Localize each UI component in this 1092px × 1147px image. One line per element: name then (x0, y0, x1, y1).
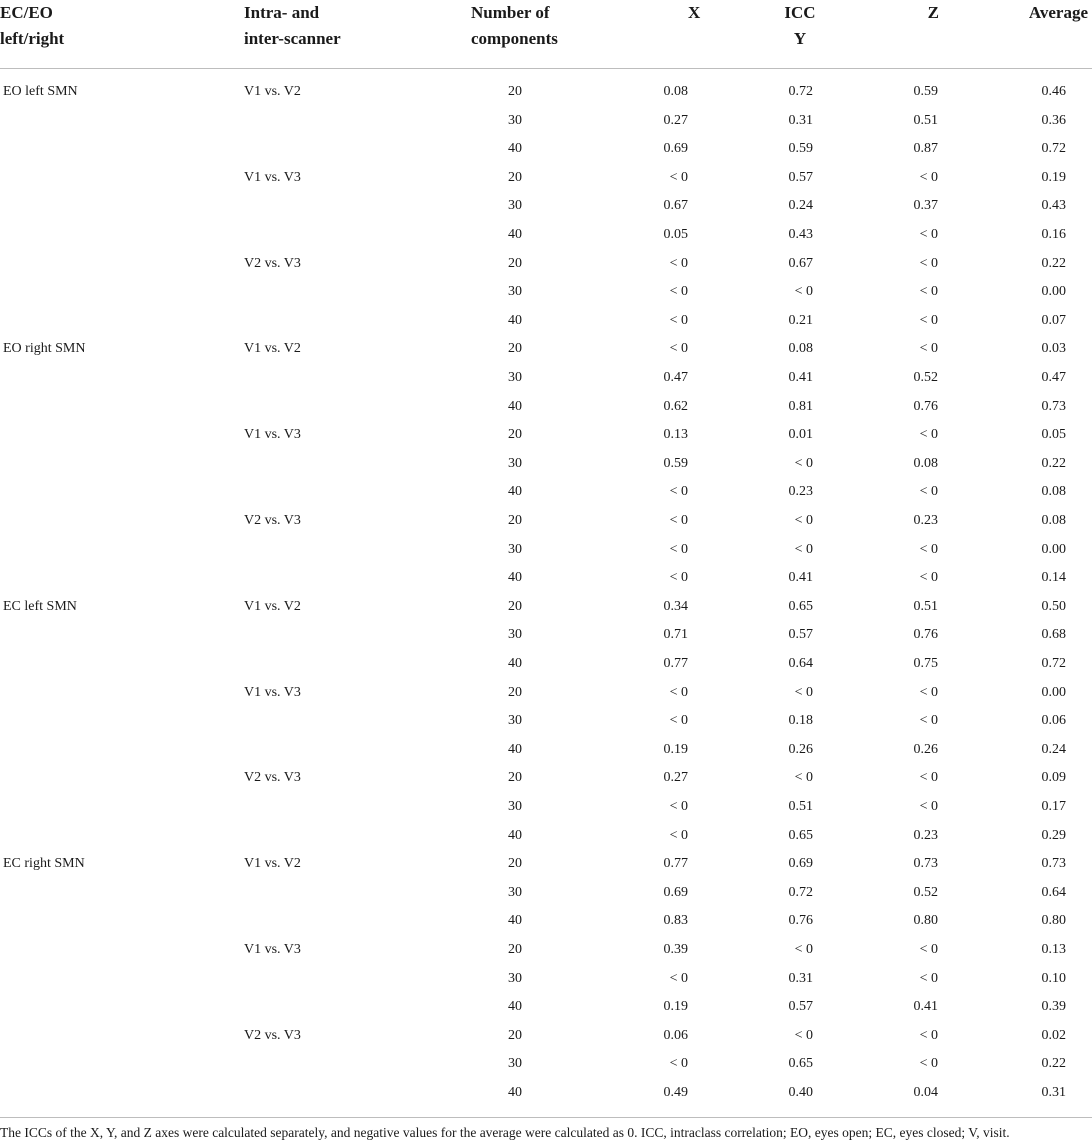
cell-scanner: V1 vs. V2 (244, 856, 301, 872)
cell-x: < 0 (669, 713, 688, 729)
cell-y: 0.18 (788, 713, 813, 729)
cell-y: < 0 (794, 684, 813, 700)
cell-z: < 0 (919, 570, 938, 586)
cell-z: < 0 (919, 169, 938, 185)
cell-x: 0.69 (663, 141, 688, 157)
cell-avg: 0.72 (1041, 141, 1066, 157)
cell-scanner: V1 vs. V2 (244, 84, 301, 99)
table-row (0, 793, 1092, 822)
cell-y: < 0 (794, 942, 813, 957)
table-header (0, 0, 1092, 68)
cell-n: 40 (508, 398, 522, 414)
cell-avg: 0.72 (1041, 656, 1066, 671)
header-icc: ICC (784, 3, 816, 22)
cell-n: 30 (508, 884, 522, 900)
cell-y: < 0 (794, 284, 813, 300)
cell-scanner: V2 vs. V3 (244, 770, 301, 786)
cell-z: < 0 (919, 541, 938, 557)
table-row (0, 1079, 1092, 1108)
cell-y: 0.64 (788, 656, 813, 671)
cell-avg: 0.19 (1041, 169, 1066, 185)
cell-z: 0.80 (913, 913, 938, 929)
cell-y: 0.76 (788, 913, 813, 929)
cell-y: 0.72 (788, 84, 813, 99)
cell-n: 30 (508, 541, 522, 557)
cell-y: 0.72 (788, 884, 813, 900)
cell-avg: 0.22 (1041, 255, 1066, 271)
cell-n: 40 (508, 312, 522, 328)
cell-z: 0.52 (913, 884, 938, 900)
cell-y: 0.41 (788, 570, 813, 586)
cell-x: < 0 (669, 169, 688, 185)
cell-group: EC left SMN (3, 598, 77, 614)
cell-z: 0.59 (913, 84, 938, 99)
cell-y: 0.26 (788, 741, 813, 757)
cell-avg: 0.02 (1041, 1027, 1066, 1043)
table-row (0, 536, 1092, 565)
cell-y: 0.31 (788, 970, 813, 986)
cell-z: 0.52 (913, 370, 938, 385)
header-group-line2: left/right (0, 29, 65, 48)
header-group (0, 0, 64, 52)
cell-y: 0.01 (788, 427, 813, 443)
cell-n: 40 (508, 656, 522, 671)
cell-y: 0.24 (788, 198, 813, 214)
cell-avg: 0.00 (1041, 541, 1066, 557)
cell-y: 0.65 (788, 598, 813, 614)
cell-scanner: V2 vs. V3 (244, 513, 301, 528)
cell-y: 0.57 (788, 169, 813, 185)
cell-x: 0.77 (663, 656, 688, 671)
cell-n: 20 (508, 427, 522, 443)
cell-z: < 0 (919, 255, 938, 271)
cell-z: < 0 (919, 942, 938, 957)
cell-avg: 0.68 (1041, 627, 1066, 643)
cell-avg: 0.47 (1041, 370, 1066, 385)
cell-scanner: V1 vs. V3 (244, 169, 301, 185)
cell-z: < 0 (919, 312, 938, 328)
cell-n: 40 (508, 227, 522, 242)
header-components-line2: components (471, 29, 558, 48)
cell-n: 40 (508, 741, 522, 757)
cell-x: 0.39 (663, 942, 688, 957)
cell-avg: 0.10 (1041, 970, 1066, 986)
cell-x: < 0 (669, 341, 688, 357)
cell-z: 0.76 (913, 627, 938, 643)
cell-n: 30 (508, 627, 522, 643)
cell-n: 20 (508, 684, 522, 700)
header-average: Average (1028, 3, 1088, 22)
cell-n: 30 (508, 284, 522, 300)
cell-avg: 0.08 (1041, 484, 1066, 500)
cell-z: < 0 (919, 770, 938, 786)
header-y: Y (793, 29, 807, 48)
cell-y: 0.81 (788, 398, 813, 414)
header-scanner (244, 0, 341, 52)
cell-z: 0.37 (913, 198, 938, 214)
cell-n: 20 (508, 255, 522, 271)
cell-scanner: V1 vs. V2 (244, 598, 301, 614)
cell-x: 0.34 (663, 598, 688, 614)
table-row (0, 679, 1092, 708)
cell-avg: 0.43 (1041, 198, 1066, 214)
cell-n: 30 (508, 1056, 522, 1072)
cell-scanner: V1 vs. V3 (244, 942, 301, 957)
cell-y: < 0 (794, 541, 813, 557)
bottom-rule (0, 1117, 1092, 1118)
cell-x: 0.05 (663, 227, 688, 242)
cell-x: < 0 (669, 284, 688, 300)
cell-n: 30 (508, 455, 522, 471)
cell-x: 0.83 (663, 913, 688, 929)
cell-avg: 0.08 (1041, 513, 1066, 528)
cell-z: 0.08 (913, 455, 938, 471)
cell-y: 0.40 (788, 1085, 813, 1100)
table-row (0, 621, 1092, 650)
cell-z: < 0 (919, 1027, 938, 1043)
cell-n: 30 (508, 112, 522, 128)
cell-avg: 0.36 (1041, 112, 1066, 128)
cell-z: 0.23 (913, 513, 938, 528)
cell-y: 0.41 (788, 370, 813, 385)
cell-n: 20 (508, 341, 522, 357)
cell-avg: 0.00 (1041, 284, 1066, 300)
table-row (0, 507, 1092, 536)
cell-z: 0.75 (913, 656, 938, 671)
table-row (0, 450, 1092, 479)
cell-n: 20 (508, 84, 522, 99)
table-row (0, 879, 1092, 908)
table-row (0, 250, 1092, 279)
cell-n: 20 (508, 169, 522, 185)
cell-avg: 0.24 (1041, 741, 1066, 757)
cell-n: 20 (508, 942, 522, 957)
cell-x: 0.59 (663, 455, 688, 471)
header-group-line1: EC/EO (0, 3, 53, 22)
header-components (471, 0, 558, 52)
cell-avg: 0.73 (1041, 398, 1066, 414)
cell-y: < 0 (794, 513, 813, 528)
cell-scanner: V2 vs. V3 (244, 255, 301, 271)
cell-avg: 0.46 (1041, 84, 1066, 99)
table-row (0, 164, 1092, 193)
table-row (0, 478, 1092, 507)
table-row (0, 993, 1092, 1022)
header-scanner-line1: Intra- and (244, 3, 320, 22)
cell-scanner: V1 vs. V3 (244, 427, 301, 443)
cell-y: < 0 (794, 455, 813, 471)
cell-z: 0.04 (913, 1085, 938, 1100)
cell-group: EC right SMN (3, 856, 85, 872)
cell-x: < 0 (669, 1056, 688, 1072)
cell-avg: 0.22 (1041, 455, 1066, 471)
cell-x: 0.27 (663, 112, 688, 128)
table-row (0, 192, 1092, 221)
cell-y: 0.31 (788, 112, 813, 128)
cell-x: < 0 (669, 570, 688, 586)
cell-y: 0.65 (788, 1056, 813, 1072)
cell-avg: 0.05 (1041, 427, 1066, 443)
table-row (0, 1050, 1092, 1079)
cell-x: 0.08 (663, 84, 688, 99)
cell-x: < 0 (669, 541, 688, 557)
cell-y: < 0 (794, 770, 813, 786)
cell-z: < 0 (919, 1056, 938, 1072)
cell-x: 0.62 (663, 398, 688, 414)
table-row (0, 965, 1092, 994)
cell-n: 40 (508, 999, 522, 1015)
cell-avg: 0.03 (1041, 341, 1066, 357)
cell-y: 0.43 (788, 227, 813, 242)
cell-x: < 0 (669, 255, 688, 271)
cell-y: 0.51 (788, 799, 813, 814)
cell-avg: 0.29 (1041, 827, 1066, 843)
cell-x: 0.71 (663, 627, 688, 643)
cell-x: < 0 (669, 799, 688, 814)
table-row (0, 650, 1092, 679)
cell-y: < 0 (794, 1027, 813, 1043)
cell-n: 30 (508, 799, 522, 814)
table-row (0, 221, 1092, 250)
cell-avg: 0.31 (1041, 1085, 1066, 1100)
cell-x: 0.67 (663, 198, 688, 214)
cell-scanner: V1 vs. V3 (244, 684, 301, 700)
cell-y: 0.21 (788, 312, 813, 328)
cell-x: 0.06 (663, 1027, 688, 1043)
cell-z: 0.26 (913, 741, 938, 757)
cell-group: EO left SMN (3, 84, 78, 99)
cell-x: 0.19 (663, 999, 688, 1015)
table-row (0, 764, 1092, 793)
header-x: X (688, 3, 701, 22)
cell-avg: 0.73 (1041, 856, 1066, 872)
cell-x: < 0 (669, 684, 688, 700)
table-row (0, 822, 1092, 851)
cell-n: 20 (508, 856, 522, 872)
cell-avg: 0.64 (1041, 884, 1066, 900)
cell-group: EO right SMN (3, 341, 86, 357)
cell-x: 0.13 (663, 427, 688, 443)
cell-z: 0.76 (913, 398, 938, 414)
header-components-line1: Number of (471, 3, 550, 22)
table-row (0, 564, 1092, 593)
table-row (0, 707, 1092, 736)
cell-z: 0.51 (913, 112, 938, 128)
table-row (0, 850, 1092, 879)
cell-avg: 0.09 (1041, 770, 1066, 786)
cell-avg: 0.50 (1041, 598, 1066, 614)
cell-z: < 0 (919, 341, 938, 357)
cell-x: 0.27 (663, 770, 688, 786)
table-row (0, 307, 1092, 336)
cell-n: 40 (508, 913, 522, 929)
cell-avg: 0.13 (1041, 942, 1066, 957)
cell-x: 0.49 (663, 1085, 688, 1100)
cell-y: 0.57 (788, 999, 813, 1015)
cell-z: < 0 (919, 427, 938, 443)
table-row (0, 421, 1092, 450)
cell-avg: 0.16 (1041, 227, 1066, 242)
cell-y: 0.23 (788, 484, 813, 500)
cell-avg: 0.07 (1041, 312, 1066, 328)
cell-z: 0.23 (913, 827, 938, 843)
cell-z: < 0 (919, 970, 938, 986)
cell-y: 0.67 (788, 255, 813, 271)
cell-x: 0.19 (663, 741, 688, 757)
cell-n: 30 (508, 198, 522, 214)
table-row (0, 335, 1092, 364)
table-row (0, 107, 1092, 136)
table-row (0, 393, 1092, 422)
table-row (0, 593, 1092, 622)
cell-y: 0.57 (788, 627, 813, 643)
table-row (0, 1022, 1092, 1051)
cell-avg: 0.06 (1041, 713, 1066, 729)
cell-n: 30 (508, 713, 522, 729)
cell-z: 0.41 (913, 999, 938, 1015)
header-rule (0, 68, 1092, 69)
table-row (0, 936, 1092, 965)
cell-n: 40 (508, 570, 522, 586)
table-row (0, 135, 1092, 164)
cell-z: < 0 (919, 227, 938, 242)
cell-x: 0.69 (663, 884, 688, 900)
cell-x: < 0 (669, 484, 688, 500)
cell-x: < 0 (669, 827, 688, 843)
table-footnote: The ICCs of the X, Y, and Z axes were calculated separately, and negative values for the average were calculated as 0. ICC, intraclass correlation; EO, eyes open; EC, eyes closed; V, visit. (0, 1125, 1010, 1140)
header-scanner-line2: inter-scanner (244, 29, 341, 48)
cell-scanner: V1 vs. V2 (244, 341, 301, 357)
table-row (0, 364, 1092, 393)
cell-z: < 0 (919, 684, 938, 700)
cell-n: 20 (508, 598, 522, 614)
cell-n: 40 (508, 141, 522, 157)
table-row (0, 907, 1092, 936)
cell-x: 0.77 (663, 856, 688, 872)
table-row (0, 278, 1092, 307)
cell-y: 0.65 (788, 827, 813, 843)
cell-n: 40 (508, 1085, 522, 1100)
cell-z: < 0 (919, 713, 938, 729)
cell-avg: 0.14 (1041, 570, 1066, 586)
cell-x: 0.47 (663, 370, 688, 385)
cell-n: 30 (508, 970, 522, 986)
cell-avg: 0.22 (1041, 1056, 1066, 1072)
cell-z: 0.51 (913, 598, 938, 614)
cell-z: 0.73 (913, 856, 938, 872)
cell-y: 0.69 (788, 856, 813, 872)
cell-avg: 0.00 (1041, 684, 1066, 700)
cell-avg: 0.39 (1041, 999, 1066, 1015)
table-row (0, 736, 1092, 765)
cell-avg: 0.80 (1041, 913, 1066, 929)
cell-n: 20 (508, 1027, 522, 1043)
cell-z: < 0 (919, 484, 938, 500)
cell-z: 0.87 (913, 141, 938, 157)
cell-scanner: V2 vs. V3 (244, 1027, 301, 1043)
cell-x: < 0 (669, 513, 688, 528)
cell-z: < 0 (919, 799, 938, 814)
table-row (0, 78, 1092, 107)
cell-avg: 0.17 (1041, 799, 1066, 814)
cell-n: 20 (508, 770, 522, 786)
cell-n: 30 (508, 370, 522, 385)
cell-x: < 0 (669, 312, 688, 328)
cell-x: < 0 (669, 970, 688, 986)
cell-z: < 0 (919, 284, 938, 300)
cell-n: 40 (508, 484, 522, 500)
cell-y: 0.08 (788, 341, 813, 357)
cell-y: 0.59 (788, 141, 813, 157)
cell-n: 40 (508, 827, 522, 843)
header-z: Z (927, 3, 939, 22)
cell-n: 20 (508, 513, 522, 528)
